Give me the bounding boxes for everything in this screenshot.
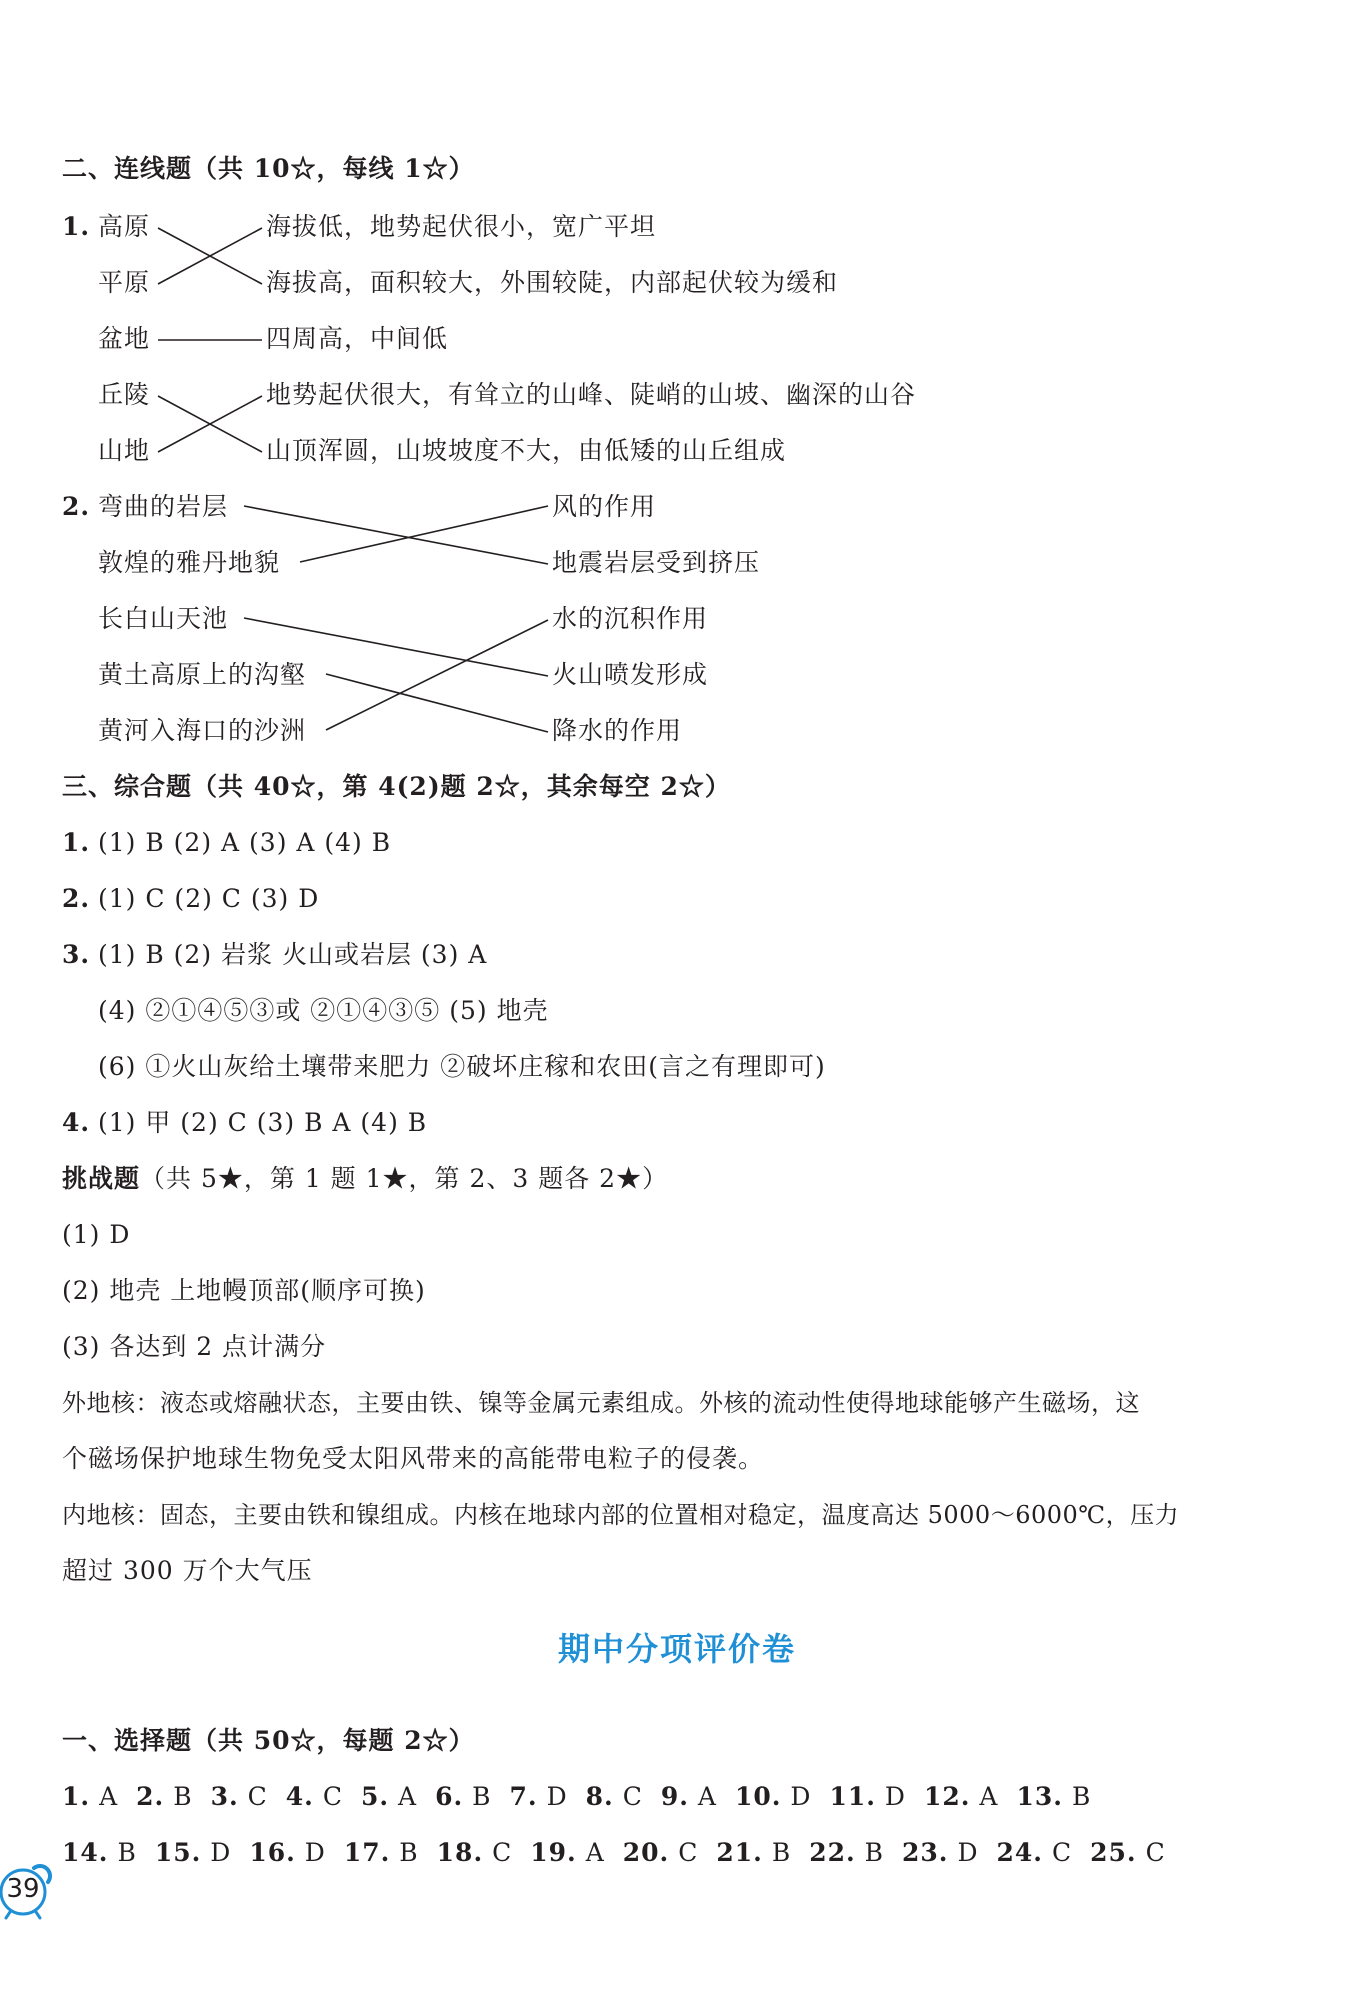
answer-item: 16. D <box>249 1838 326 1867</box>
q2-line-loess-gully <box>326 674 548 732</box>
q2-line-tianchi <box>244 618 548 676</box>
sec3-answer-line: (1) B (2) A (3) A (4) B <box>98 828 392 857</box>
answer-item: 10. D <box>734 1782 812 1811</box>
q1-left-item: 高原 <box>98 212 151 241</box>
q2-left-item: 敦煌的雅丹地貌 <box>98 548 281 577</box>
challenge-heading <box>62 1164 668 1194</box>
answer-item: 23. D <box>902 1838 979 1867</box>
sec3-answer-line: (1) C (2) C (3) D <box>98 884 320 913</box>
answer-item: 17. B <box>343 1838 419 1867</box>
answer-item: 11. D <box>829 1782 906 1811</box>
q1-left-item: 山地 <box>98 436 151 465</box>
section3-heading: 三、综合题（共 40☆，第 4(2)题 2☆，其余每空 2☆） <box>62 772 731 801</box>
answer-item: 21. B <box>716 1838 792 1867</box>
sec3-answer-line: (4) ②①④⑤③或 ②①④③⑤ (5) 地壳 <box>98 996 549 1025</box>
answer-item: 2. B <box>136 1782 193 1811</box>
answer-item: 3. C <box>210 1782 268 1811</box>
challenge-answer: (3) 各达到 2 点计满分 <box>62 1332 327 1361</box>
midterm-section1-heading: 一、选择题（共 50☆，每题 2☆） <box>62 1726 475 1755</box>
sec3-answer-line: (1) 甲 (2) C (3) B A (4) B <box>98 1108 428 1137</box>
midterm-answer-row-1 <box>62 1782 1109 1812</box>
q2-number: 2. <box>62 492 91 521</box>
answer-item: 9. A <box>660 1782 717 1811</box>
q1-left-item: 盆地 <box>98 324 151 353</box>
challenge-answer: (2) 地壳 上地幔顶部(顺序可换) <box>62 1276 426 1305</box>
q2-right-item: 降水的作用 <box>552 716 683 745</box>
answer-item: 24. C <box>996 1838 1073 1867</box>
midterm-title: 期中分项评价卷 <box>557 1630 796 1668</box>
q2-left-item: 弯曲的岩层 <box>98 492 229 521</box>
q2-right-item: 地震岩层受到挤压 <box>552 548 761 577</box>
challenge-heading-label: 挑战题 <box>62 1164 141 1193</box>
section2-heading: 二、连线题（共 10☆，每线 1☆） <box>62 154 475 183</box>
answer-item: 5. A <box>360 1782 418 1811</box>
challenge-answer: (1) D <box>62 1220 131 1249</box>
sec3-item-number: 4. <box>62 1108 91 1137</box>
q1-right-item: 海拔高，面积较大，外围较陡，内部起伏较为缓和 <box>266 268 839 297</box>
page-number-badge <box>0 1862 60 1922</box>
outer-core-text: 外地核：液态或熔融状态，主要由铁、镍等金属元素组成。外核的流动性使得地球能够产生磁场，这 <box>62 1389 1140 1417</box>
answer-item: 12. A <box>923 1782 999 1811</box>
q1-number: 1. <box>62 212 91 241</box>
q1-right-item: 山顶浑圆，山坡坡度不大，由低矮的山丘组成 <box>266 436 787 465</box>
q2-left-item: 长白山天池 <box>98 604 229 633</box>
sec3-item-number: 3. <box>62 940 91 969</box>
q1-right-item: 四周高，中间低 <box>266 324 449 353</box>
answer-item: 13. B <box>1016 1782 1092 1811</box>
page-number: 39 <box>6 1874 40 1904</box>
answer-item: 8. C <box>585 1782 643 1811</box>
sec3-item-number: 2. <box>62 884 91 913</box>
answer-item: 7. D <box>509 1782 568 1811</box>
q2-line-yardang <box>300 506 548 562</box>
outer-core-text: 个磁场保护地球生物免受太阳风带来的高能带电粒子的侵袭。 <box>62 1444 765 1473</box>
q2-right-item: 水的沉积作用 <box>552 604 709 633</box>
q2-left-item: 黄土高原上的沟壑 <box>98 660 307 689</box>
challenge-heading-detail: （共 5★，第 1 题 1★，第 2、3 题各 2★） <box>140 1164 669 1193</box>
q1-left-item: 丘陵 <box>98 380 151 409</box>
answer-item: 14. B <box>62 1838 137 1867</box>
midterm-answer-row-2 <box>62 1838 1184 1868</box>
answer-item: 4. C <box>285 1782 343 1811</box>
q1-left-item: 平原 <box>98 268 151 297</box>
q2-left-item: 黄河入海口的沙洲 <box>98 716 307 745</box>
sec3-item-number: 1. <box>62 828 91 857</box>
answer-item: 6. B <box>435 1782 492 1811</box>
q2-line-sandbar <box>326 620 548 730</box>
q1-right-item: 地势起伏很大，有耸立的山峰、陡峭的山坡、幽深的山谷 <box>266 380 917 409</box>
q2-right-item: 火山喷发形成 <box>552 660 709 689</box>
q1-right-item: 海拔低，地势起伏很小，宽广平坦 <box>266 212 657 241</box>
sec3-answer-line: (6) ①火山灰给土壤带来肥力 ②破坏庄稼和农田(言之有理即可) <box>98 1052 826 1081</box>
answer-item: 22. B <box>809 1838 885 1867</box>
answer-item: 20. C <box>622 1838 699 1867</box>
answer-item: 25. C <box>1090 1838 1166 1867</box>
answer-item: 1. A <box>62 1782 119 1811</box>
answer-item: 15. D <box>154 1838 232 1867</box>
answer-item: 19. A <box>530 1838 605 1867</box>
sec3-answer-line: (1) B (2) 岩浆 火山或岩层 (3) A <box>98 940 488 969</box>
answer-item: 18. C <box>436 1838 513 1867</box>
q2-right-item: 风的作用 <box>552 492 657 521</box>
inner-core-text: 内地核：固态，主要由铁和镍组成。内核在地球内部的位置相对稳定，温度高达 5000～6000℃，压力 <box>62 1501 1180 1529</box>
matching-lines <box>0 0 1354 800</box>
q2-line-folded-rock <box>244 506 548 564</box>
inner-core-text: 超过 300 万个大气压 <box>62 1556 313 1585</box>
